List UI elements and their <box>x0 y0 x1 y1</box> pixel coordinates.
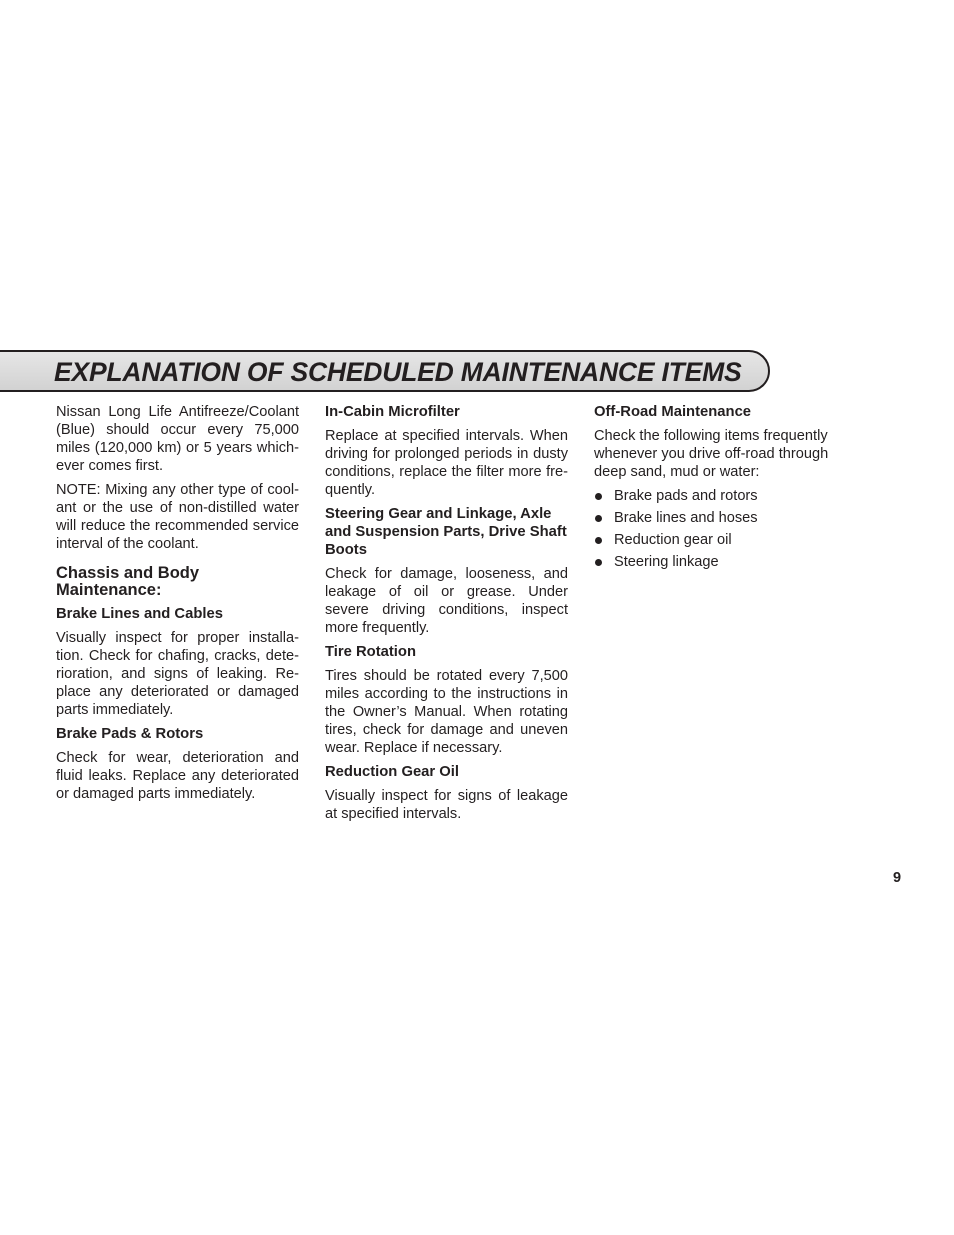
reduction-gear-heading: Reduction Gear Oil <box>325 764 460 780</box>
tire-rotation-heading: Tire Rotation <box>325 644 416 660</box>
coolant-paragraph: Nissan Long Life Antifreeze/Coolant (Blue) should occur every 75,000 miles (120,000 km) or 5 years whichever comes first. <box>56 404 299 474</box>
column-middle <box>325 403 568 829</box>
brake-lines-paragraph: Visually inspect for proper installation. Check for chafing, cracks, deterioration, and signs of leaking. Replace any deteriorated or damaged parts immediately. <box>56 630 299 718</box>
list-item <box>594 509 837 527</box>
page-title: EXPLANATION OF SCHEDULED MAINTENANCE ITEMS <box>54 357 742 387</box>
list-item-text: Brake lines and hoses <box>614 510 758 526</box>
bullet-icon <box>595 559 602 566</box>
bullet-icon <box>595 537 602 544</box>
list-item <box>594 531 837 549</box>
brake-pads-heading: Brake Pads & Rotors <box>56 726 204 742</box>
steering-heading: Steering Gear and Linkage, Axle and Suspension Parts, Drive Shaft Boots <box>325 506 567 558</box>
offroad-paragraph: Check the following items frequently whenever you drive off-road through deep sand, mud or water: <box>594 428 829 480</box>
reduction-gear-paragraph: Visually inspect for signs of leakage at specified intervals. <box>325 788 568 822</box>
tire-rotation-paragraph: Tires should be rotated every 7,500 miles according to the instructions in the Owner’s Manual. When rotating tires, check for damage and uneven wear. Replace if necessary. <box>325 668 568 756</box>
list-item-text: Brake pads and rotors <box>614 488 758 504</box>
bullet-icon <box>595 493 602 500</box>
bullet-icon <box>595 515 602 522</box>
list-item <box>594 553 837 571</box>
column-right <box>594 403 837 575</box>
brake-pads-paragraph: Check for wear, deterioration and fluid leaks. Replace any deteriorated or damaged parts immediately. <box>56 750 299 802</box>
list-item <box>594 487 837 505</box>
microfilter-paragraph: Replace at specified intervals. When driving for prolonged periods in dusty conditions, replace the filter more frequently. <box>325 428 568 498</box>
offroad-list <box>594 487 837 571</box>
page-number: 9 <box>893 870 902 886</box>
list-item-text: Steering linkage <box>614 554 719 570</box>
coolant-note: NOTE: Mixing any other type of coolant or the use of non-distilled water will reduce the recommended service interval of the coolant. <box>56 482 299 552</box>
offroad-heading: Off-Road Maintenance <box>594 404 752 420</box>
section-banner <box>0 350 770 392</box>
chassis-body-heading: Chassis and Body Maintenance: <box>56 564 200 599</box>
column-left <box>56 403 299 809</box>
steering-paragraph: Check for damage, looseness, and leakage of oil or grease. Under severe driving conditions, inspect more frequently. <box>325 566 568 636</box>
list-item-text: Reduction gear oil <box>614 532 732 548</box>
brake-lines-heading: Brake Lines and Cables <box>56 606 223 622</box>
microfilter-heading: In-Cabin Microfilter <box>325 404 460 420</box>
